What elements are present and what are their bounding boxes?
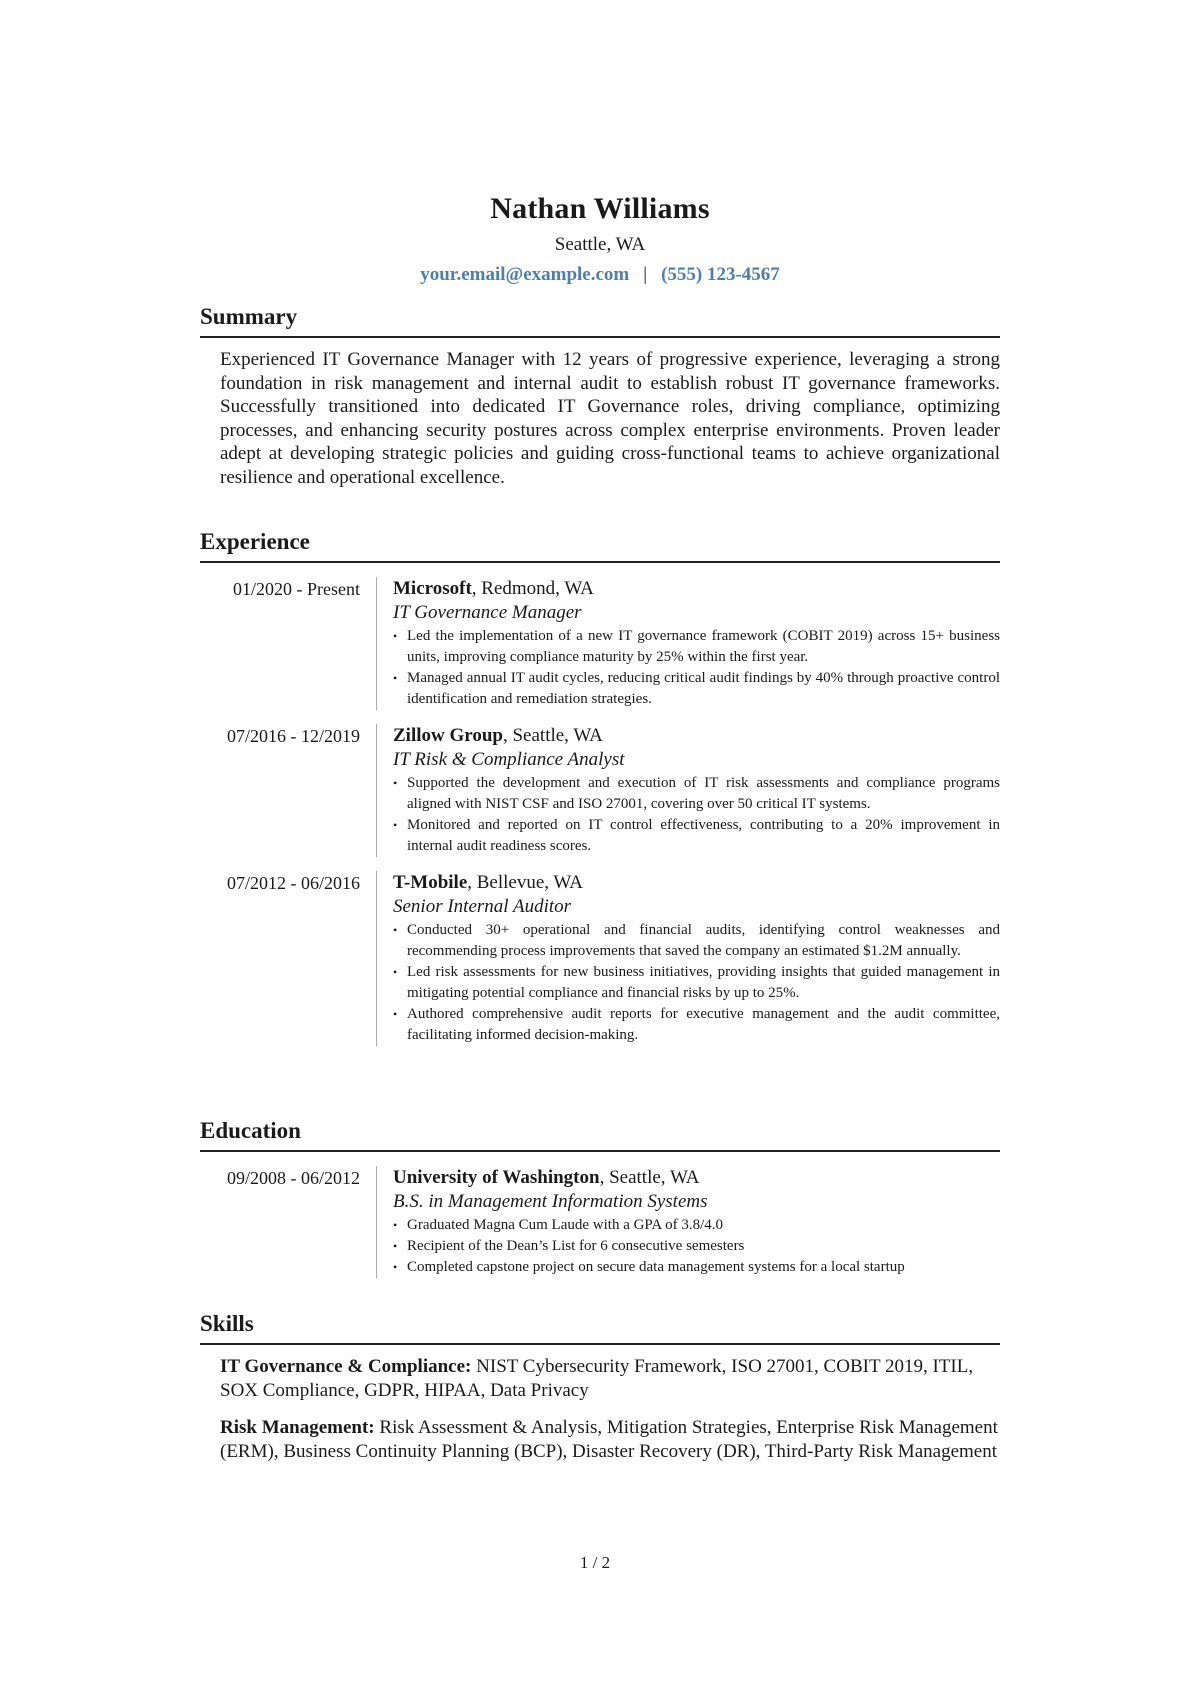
experience-section [200, 527, 1000, 1046]
entry-date: 07/2016 - 12/2019 [227, 726, 360, 746]
company-name: T-Mobile [393, 872, 468, 893]
school-name: University of Washington [393, 1167, 600, 1188]
job-title: IT Governance Manager [393, 602, 582, 623]
list-item: • Conducted 30+ operational and financial audits, identifying control weaknesses and recommending process improvements that saved the company an estimated $1.2M annually. [393, 920, 1000, 962]
education-list [393, 1215, 1000, 1278]
list-item: • Managed annual IT audit cycles, reducing critical audit findings by 40% through proactive control identification and remediation strategies. [393, 668, 1000, 710]
list-item: • Authored comprehensive audit reports for executive management and the audit committee, facilitating informed decision-making. [393, 1004, 1000, 1046]
company-location: , Seattle, WA [502, 725, 603, 746]
skill-group [220, 1355, 1000, 1402]
school-location: , Seattle, WA [599, 1167, 700, 1188]
candidate-location: Seattle, WA [554, 234, 646, 255]
skills-section [200, 1309, 1000, 1463]
company-name: Microsoft [393, 578, 472, 599]
page-number: 1 / 2 [579, 1553, 611, 1572]
entry-organization [393, 724, 1000, 748]
list-item: • Led risk assessments for new business initiatives, providing insights that guided management in mitigating potential compliance and financial risks by up to 25%. [393, 962, 1000, 1004]
achievement-list [393, 626, 1000, 710]
skill-group-label: IT Governance & Compliance: [220, 1356, 472, 1377]
email-link[interactable]: your.email@example.com [420, 264, 630, 285]
achievement-list [393, 920, 1000, 1046]
contact-separator: | [643, 264, 648, 285]
section-title-summary: Summary [200, 302, 1000, 338]
resume-page [200, 0, 1000, 1462]
entry-date: 09/2008 - 06/2012 [227, 1168, 360, 1188]
experience-entry [200, 724, 1000, 857]
contact-line [200, 262, 1000, 288]
education-entry [200, 1166, 1000, 1278]
entry-organization [393, 1166, 1000, 1190]
experience-entry [200, 871, 1000, 1046]
entry-organization [393, 577, 1000, 601]
section-title-experience: Experience [200, 527, 1000, 563]
phone-link[interactable]: (555) 123-4567 [661, 264, 780, 285]
skill-group-label: Risk Management: [220, 1417, 375, 1438]
section-title-education: Education [200, 1116, 1000, 1152]
entry-body [376, 577, 1000, 710]
skill-group-items: Risk Assessment & Analysis, Mitigation Strategies, Enterprise Risk Management (ERM), Business Continuity Planning (BCP), Disaster Recovery (DR), Third-Party Risk Management [220, 1417, 998, 1462]
experience-entry [200, 577, 1000, 710]
skill-group-items: NIST Cybersecurity Framework, ISO 27001, COBIT 2019, ITIL, SOX Compliance, GDPR, HIPAA, Data Privacy [220, 1356, 974, 1401]
company-location: , Bellevue, WA [467, 872, 583, 893]
summary-section [200, 302, 1000, 489]
company-name: Zillow Group [393, 725, 503, 746]
list-item: • Led the implementation of a new IT governance framework (COBIT 2019) across 15+ business units, improving compliance maturity by 25% within the first year. [393, 626, 1000, 668]
section-title-skills: Skills [200, 1309, 1000, 1345]
entry-body [376, 871, 1000, 1046]
candidate-name: Nathan Williams [490, 192, 710, 225]
entry-body [376, 1166, 1000, 1278]
skill-group [220, 1416, 1000, 1463]
list-item: • Supported the development and execution of IT risk assessments and compliance programs aligned with NIST CSF and ISO 27001, covering over 50 critical IT systems. [393, 773, 1000, 815]
entry-date: 07/2012 - 06/2016 [227, 873, 360, 893]
list-item: • Monitored and reported on IT control effectiveness, contributing to a 20% improvement in internal audit readiness scores. [393, 815, 1000, 857]
entry-date: 01/2020 - Present [233, 579, 360, 599]
degree-title: B.S. in Management Information Systems [393, 1191, 708, 1212]
job-title: IT Risk & Compliance Analyst [393, 749, 625, 770]
entry-body [376, 724, 1000, 857]
resume-header [200, 190, 1000, 288]
list-item: • Recipient of the Dean’s List for 6 consecutive semesters [393, 1236, 1000, 1257]
summary-text: Experienced IT Governance Manager with 12 years of progressive experience, leveraging a strong foundation in risk management and internal audit to establish robust IT governance frameworks. Successfully transitioned into dedicated IT Governance roles, driving compliance, optimizing processes, and enhancing security postures across complex enterprise environments. Proven leader adept at developing strategic policies and guiding cross-functional teams to achieve organizational resilience and operational excellence. [220, 349, 1000, 488]
list-item: • Completed capstone project on secure data management systems for a local startup [393, 1257, 1000, 1278]
achievement-list [393, 773, 1000, 857]
job-title: Senior Internal Auditor [393, 896, 572, 917]
education-section [200, 1116, 1000, 1278]
list-item: • Graduated Magna Cum Laude with a GPA of 3.8/4.0 [393, 1215, 1000, 1236]
company-location: , Redmond, WA [471, 578, 594, 599]
entry-organization [393, 871, 1000, 895]
